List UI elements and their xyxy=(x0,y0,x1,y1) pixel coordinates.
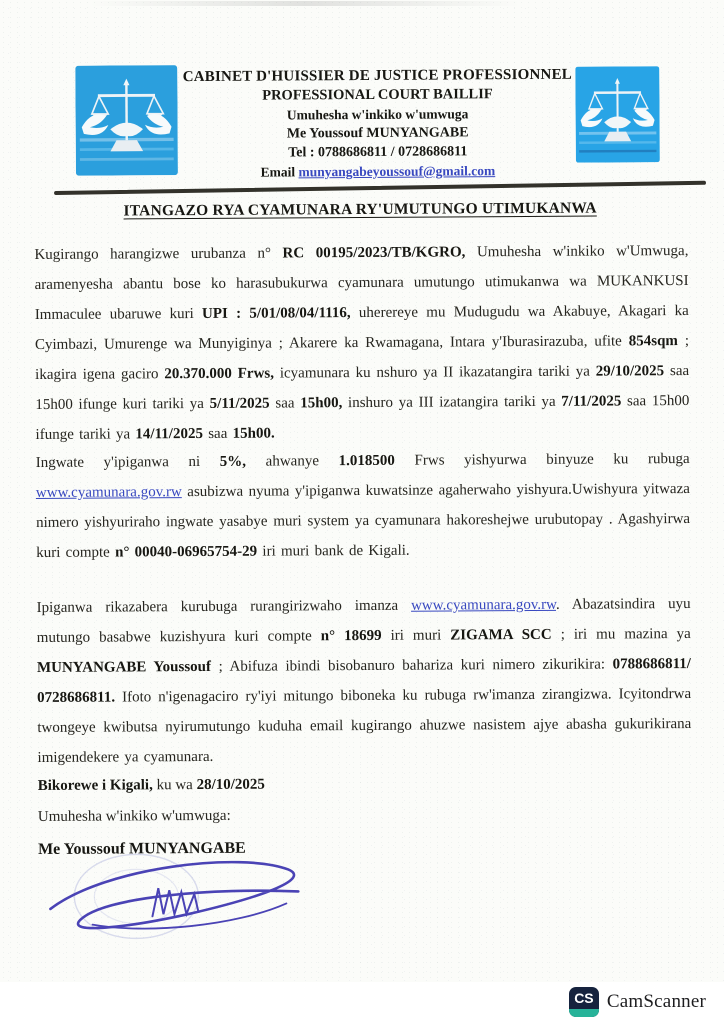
letterhead xyxy=(179,65,576,183)
text-run: ; ikagira igena gaciro xyxy=(35,332,690,383)
camscanner-cs-letters: CS xyxy=(574,990,594,1006)
justice-scales-doves-logo-icon xyxy=(575,66,660,163)
camscanner-brand xyxy=(569,987,706,1017)
text-run: 7/11/2025 xyxy=(561,393,622,410)
signer-title: Umuhesha w'inkiko w'umwuga: xyxy=(37,807,231,825)
text-run: Bikorewe i Kigali, xyxy=(37,777,153,794)
phone-numbers: Tel : 0788686811 / 0728686811 xyxy=(288,144,468,161)
office-name-en: PROFESSIONAL COURT BAILLIF xyxy=(262,86,493,104)
inline-link[interactable]: www.cyamunara.gov.rw xyxy=(410,596,557,614)
text-run: ; iri mu mazina ya xyxy=(551,625,691,643)
text-run: MUNYANGABE Youssouf xyxy=(36,658,212,676)
text-run: n° 18699 xyxy=(320,627,382,645)
text-run: ; Abifuza ibindi bisobanuro bahariza kuri nimero zikurikira: xyxy=(210,656,613,675)
inline-link[interactable]: www.cyamunara.gov.rw xyxy=(35,484,182,501)
text-run: 5%, xyxy=(219,453,247,470)
text-run: 14/11/2025 xyxy=(135,425,203,443)
text-run: inshuro ya III izatangira tariki ya xyxy=(342,393,562,412)
justice-scales-doves-logo-icon xyxy=(75,65,178,176)
text-run: saa xyxy=(269,395,301,412)
text-run: 0788686811/ 0728686811. xyxy=(37,655,691,706)
office-title-rw: Umuhesha w'inkiko w'umwuga xyxy=(286,106,469,123)
email-line xyxy=(180,161,576,183)
camscanner-logo-icon xyxy=(569,987,599,1017)
text-run: Ifoto n'igenagaciro ry'iyi mitungo biboneka ku rubuga rw'imanza zirangizwa. Icyitondrwa twongeye kwibutsa nyirumutungo kuduha email kugirango ahuzwe nasistem ajye abasha gukurikirana imigendekere ya cyamunara. xyxy=(37,685,692,766)
text-run: saa xyxy=(202,425,233,442)
email-link[interactable]: munyangabeyoussouf@gmail.com xyxy=(298,163,496,180)
text-run: 5/11/2025 xyxy=(209,395,270,412)
text-run: saa 15h00 ifunge kuri tariki ya xyxy=(35,362,690,413)
text-run: 20.370.000 Frws, xyxy=(164,365,275,383)
signature-scribble-icon xyxy=(36,843,337,953)
text-run: asubizwa nyuma y'ipiganwa kuwatsinze agaherwaho yishyura.Uwishyura yitwaza nimero yishyuriraho ingwate yasabye muri system ya cyamunara hakoreshejwe urubutopay . Agashyirwa kuri compte xyxy=(36,480,691,561)
text-run: icyamunara ku nshuro ya II ikazatangira tariki ya xyxy=(273,363,596,382)
text-run: n° 00040-06965754-29 xyxy=(115,543,258,561)
text-run: Frws yishyurwa binyuze ku rubuga xyxy=(394,450,690,469)
text-run: Kugirango harangizwe urubanza n° xyxy=(34,245,283,263)
page-title: ITANGAZO RYA CYAMUNARA RY'UMUTUNGO UTIMUKANWA xyxy=(123,199,597,220)
email-label: Email xyxy=(260,164,296,180)
text-run: ZIGAMA SCC xyxy=(450,626,552,644)
text-run: 28/10/2025 xyxy=(196,776,265,794)
text-run: 854sqm xyxy=(628,333,678,350)
text-run: . Abazatsindira uyu mutungo basabwe kuzishyura kuri compte xyxy=(36,595,691,646)
text-run: Ingwate y'ipiganwa ni xyxy=(35,453,220,471)
text-run: 15h00. xyxy=(232,425,275,442)
text-run: iri muri xyxy=(381,627,451,644)
text-run: 29/10/2025 xyxy=(595,363,665,380)
signer-name: Me Youssouf MUNYANGABE xyxy=(38,839,246,858)
text-run: Umuhesha w'inkiko w'Umwuga, aramenyesha abantu bose ko harasubukurwa cyamunara umutungo utimukanwa wa MUKANKUSI Immaculee ubaruwe kuri xyxy=(34,243,689,323)
text-run: iri muri bank de Kigali. xyxy=(257,542,410,560)
bailiff-name: Me Youssouf MUNYANGABE xyxy=(286,125,469,142)
text-run: uherereye mu Mudugudu wa Akabuye, Akagari ka Cyimbazi, Umurenge wa Munyiginya ; Akarere ka Rwamagana, Intara y'Iburasirazuba, ufite xyxy=(34,303,689,353)
notice-paragraph-auction-details xyxy=(34,236,689,450)
text-run: UPI : 5/01/08/04/1116, xyxy=(201,305,351,322)
text-run: Ipiganwa rikazabera kurubuga rurangirizwaho imanza xyxy=(36,597,412,616)
notice-paragraph-deposit xyxy=(36,444,691,568)
office-name-fr: CABINET D'HUISSIER DE JUSTICE PROFESSIONNEL xyxy=(182,66,573,86)
notice-paragraph-payment xyxy=(36,589,691,773)
text-run: 15h00, xyxy=(300,395,343,412)
header-divider xyxy=(54,181,706,195)
text-run: 1.018500 xyxy=(338,452,395,470)
camscanner-teal-band xyxy=(569,1009,599,1017)
text-run: RC 00195/2023/TB/KGRO, xyxy=(282,244,466,262)
text-run: ku wa xyxy=(152,777,197,794)
text-run: ahwanye xyxy=(245,453,339,470)
place-and-date xyxy=(38,768,538,802)
camscanner-label: CamScanner xyxy=(606,991,706,1012)
camscanner-watermark-strip xyxy=(0,982,724,1024)
text-run: saa 15h00 ifunge tariki ya xyxy=(35,392,690,443)
